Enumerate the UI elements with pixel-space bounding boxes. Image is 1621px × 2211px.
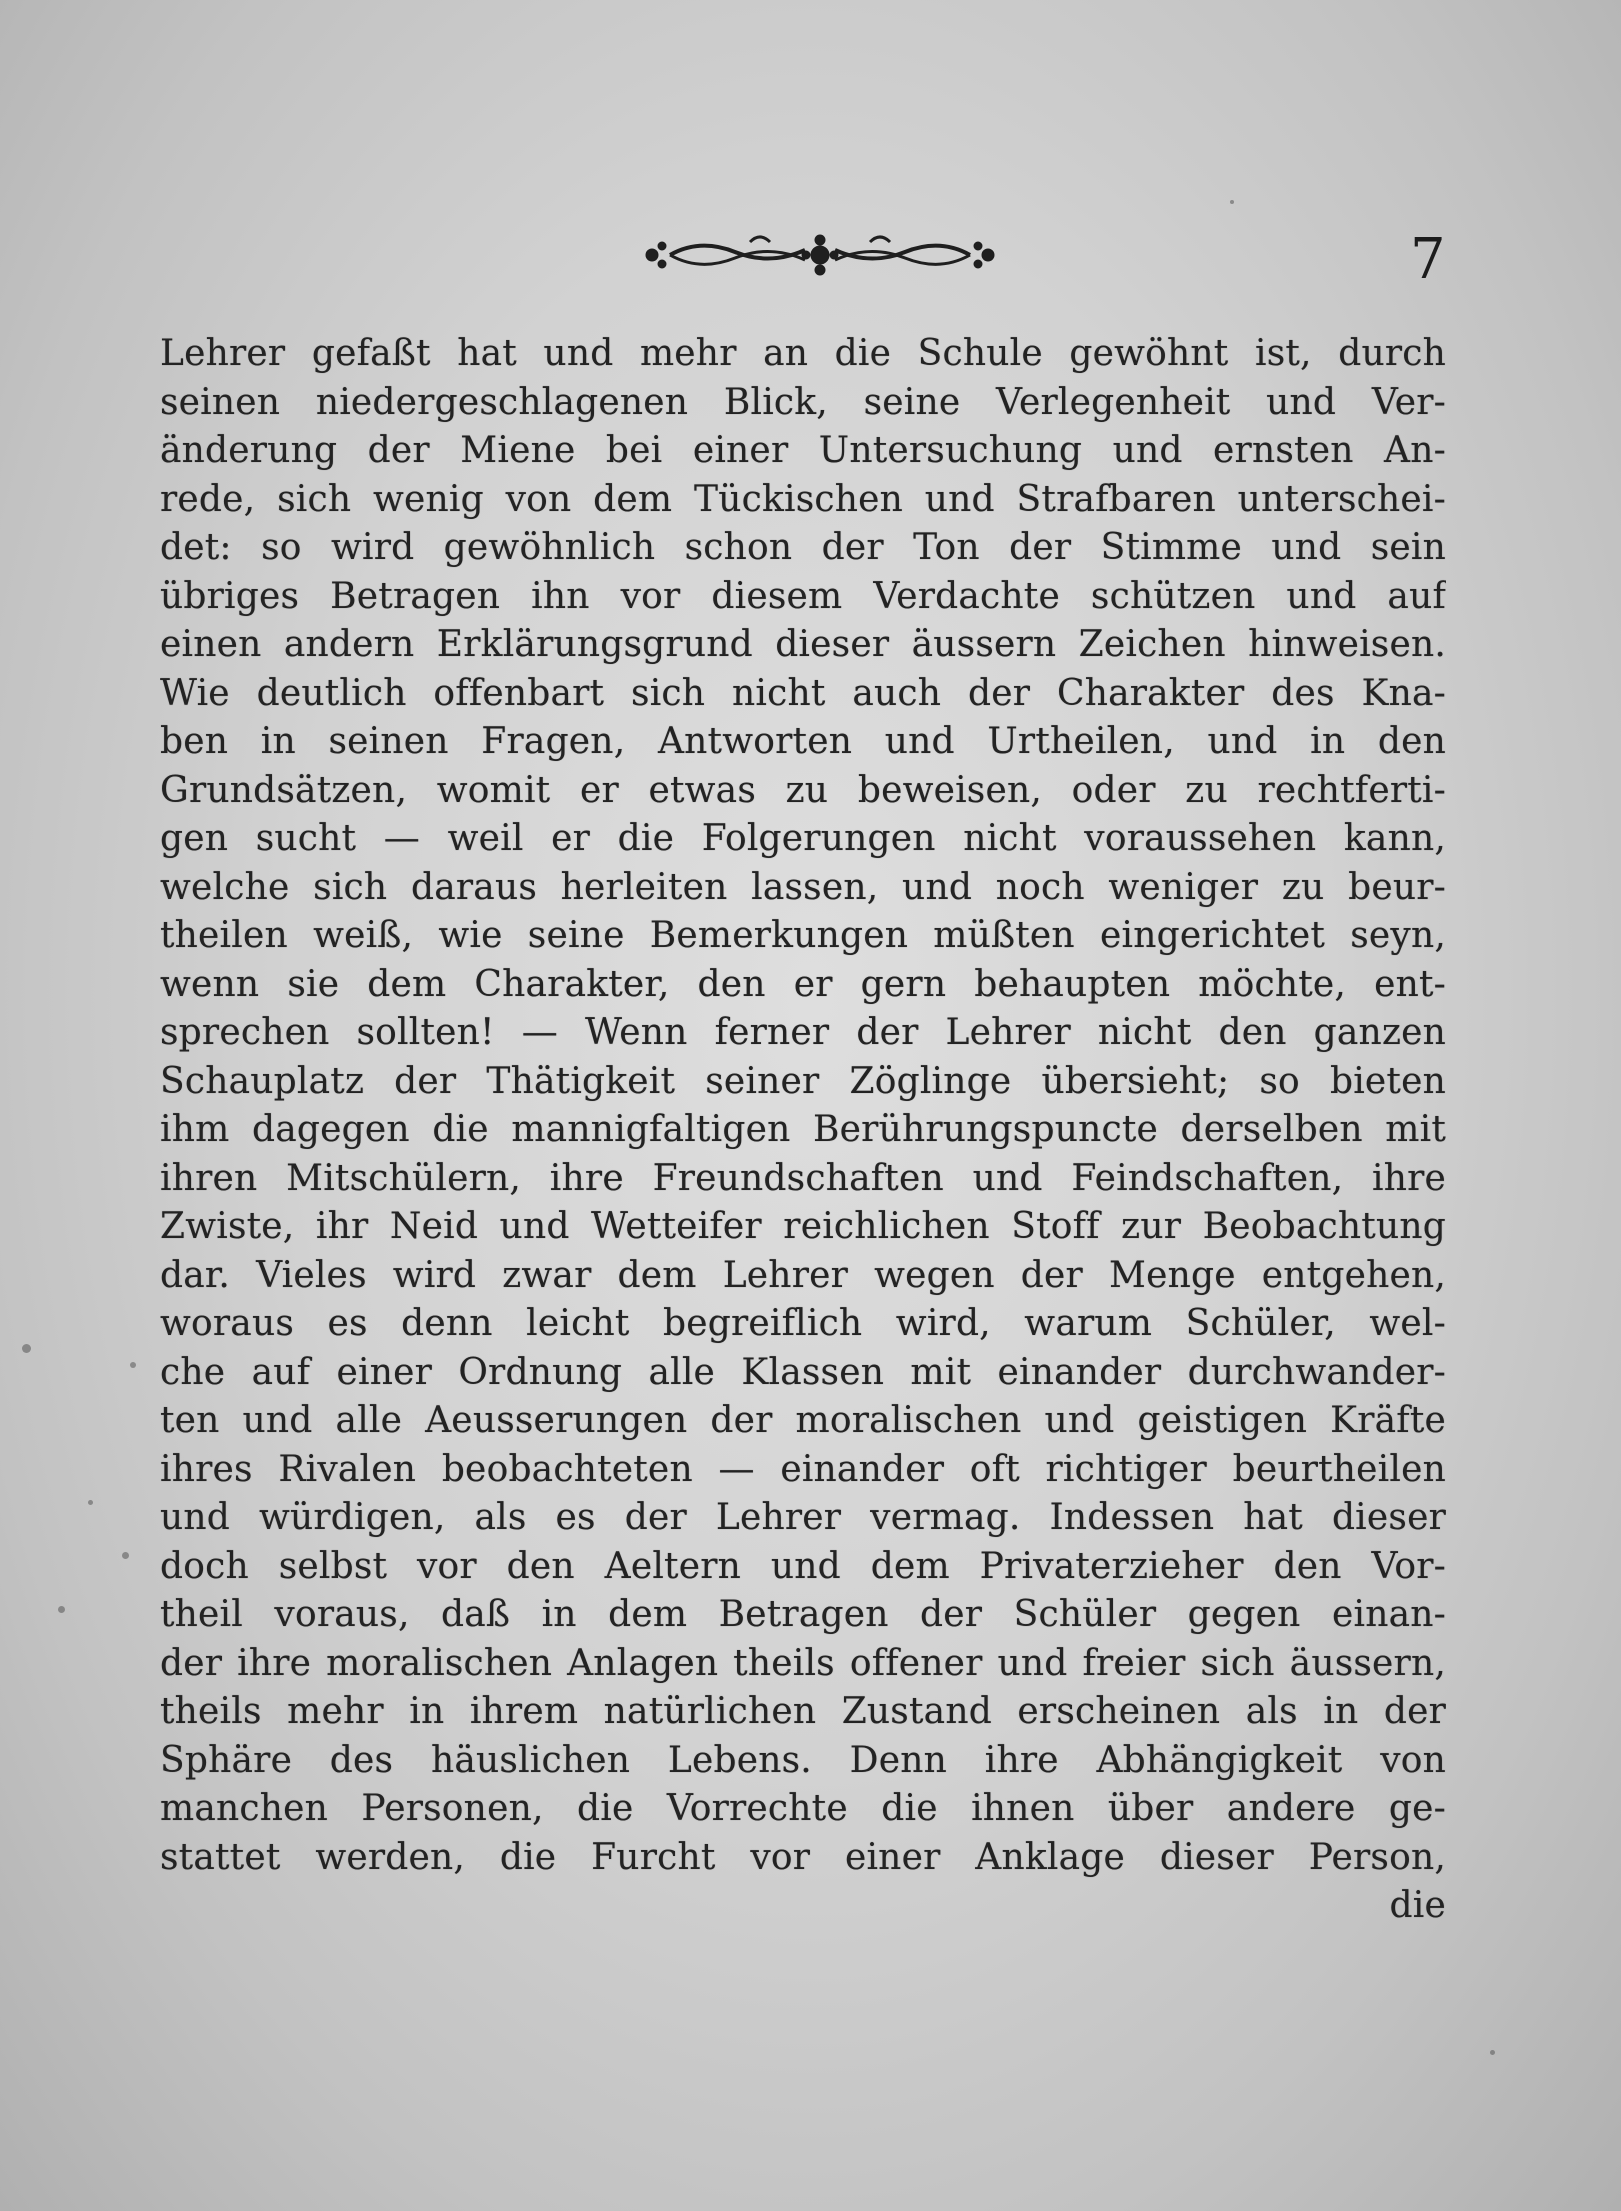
- text-line: manchen Personen, die Vorrechte die ihnen über andere ge-: [160, 1788, 1446, 1829]
- paper-speck: [130, 1362, 136, 1368]
- text-line: übriges Betragen ihn vor diesem Verdachte schützen und auf: [160, 575, 1446, 617]
- text-line: änderung der Miene bei einer Untersuchung und ernsten An-: [160, 430, 1446, 471]
- text-line: ihres Rivalen beobachteten — einander oft richtiger beurtheilen: [160, 1448, 1446, 1490]
- text-line: der ihre moralischen Anlagen theils offener und freier sich äussern,: [160, 1642, 1446, 1684]
- text-line: Grundsätzen, womit er etwas zu beweisen, oder zu rechtferti-: [160, 769, 1446, 811]
- text-line: stattet werden, die Furcht vor einer Anklage dieser Person,: [160, 1836, 1446, 1878]
- text-line: dar. Vieles wird zwar dem Lehrer wegen der Menge entgehen,: [160, 1254, 1446, 1296]
- text-line: det: so wird gewöhnlich schon der Ton der Stimme und sein: [160, 527, 1446, 568]
- text-line: seinen niedergeschlagenen Blick, seine Verlegenheit und Ver-: [160, 381, 1446, 423]
- text-line: gen sucht — weil er die Folgerungen nicht voraussehen kann,: [160, 818, 1446, 859]
- text-line: ten und alle Aeusserungen der moralischen und geistigen Kräfte: [160, 1400, 1446, 1441]
- text-line: Wie deutlich offenbart sich nicht auch der Charakter des Kna-: [160, 672, 1446, 714]
- text-line: ihm dagegen die mannigfaltigen Berührungspuncte derselben mit: [160, 1109, 1446, 1150]
- text-line: sprechen sollten! — Wenn ferner der Lehrer nicht den ganzen: [160, 1012, 1446, 1053]
- body-text: [160, 330, 1446, 1931]
- text-line: und würdigen, als es der Lehrer vermag. Indessen hat dieser: [160, 1497, 1446, 1538]
- paper-speck: [1490, 2050, 1495, 2055]
- text-line: che auf einer Ordnung alle Klassen mit einander durchwander-: [160, 1351, 1446, 1393]
- paper-speck: [22, 1344, 31, 1353]
- page-number: 7: [1410, 227, 1446, 292]
- text-line: theilen weiß, wie seine Bemerkungen müßten eingerichtet seyn,: [160, 915, 1446, 956]
- text-line: woraus es denn leicht begreiflich wird, warum Schüler, wel-: [160, 1303, 1446, 1344]
- text-line: theil voraus, daß in dem Betragen der Schüler gegen einan-: [160, 1594, 1446, 1635]
- paper-speck: [88, 1500, 93, 1505]
- text-line: ihren Mitschülern, ihre Freundschaften und Feindschaften, ihre: [160, 1157, 1446, 1199]
- text-line: Zwiste, ihr Neid und Wetteifer reichlichen Stoff zur Beobachtung: [160, 1206, 1446, 1247]
- text-line: wenn sie dem Charakter, den er gern behaupten möchte, ent-: [160, 963, 1446, 1005]
- ornament-flourish: [640, 228, 1000, 282]
- paper-speck: [1230, 200, 1234, 204]
- text-line: doch selbst vor den Aeltern und dem Privaterzieher den Vor-: [160, 1545, 1446, 1587]
- text-line: ben in seinen Fragen, Antworten und Urtheilen, und in den: [160, 721, 1446, 762]
- catchword: die: [1389, 1885, 1446, 1926]
- text-line: welche sich daraus herleiten lassen, und noch weniger zu beur-: [160, 866, 1446, 908]
- text-line: Lehrer gefaßt hat und mehr an die Schule gewöhnt ist, durch: [160, 333, 1446, 374]
- paper-speck: [58, 1606, 65, 1613]
- text-line: rede, sich wenig von dem Tückischen und Strafbaren unterschei-: [160, 478, 1446, 520]
- text-line: einen andern Erklärungsgrund dieser äussern Zeichen hinweisen.: [160, 624, 1446, 665]
- text-line: Sphäre des häuslichen Lebens. Denn ihre Abhängigkeit von: [160, 1739, 1446, 1781]
- text-line: Schauplatz der Thätigkeit seiner Zöglinge übersieht; so bieten: [160, 1060, 1446, 1102]
- paper-speck: [122, 1552, 129, 1559]
- text-line: theils mehr in ihrem natürlichen Zustand erscheinen als in der: [160, 1691, 1446, 1732]
